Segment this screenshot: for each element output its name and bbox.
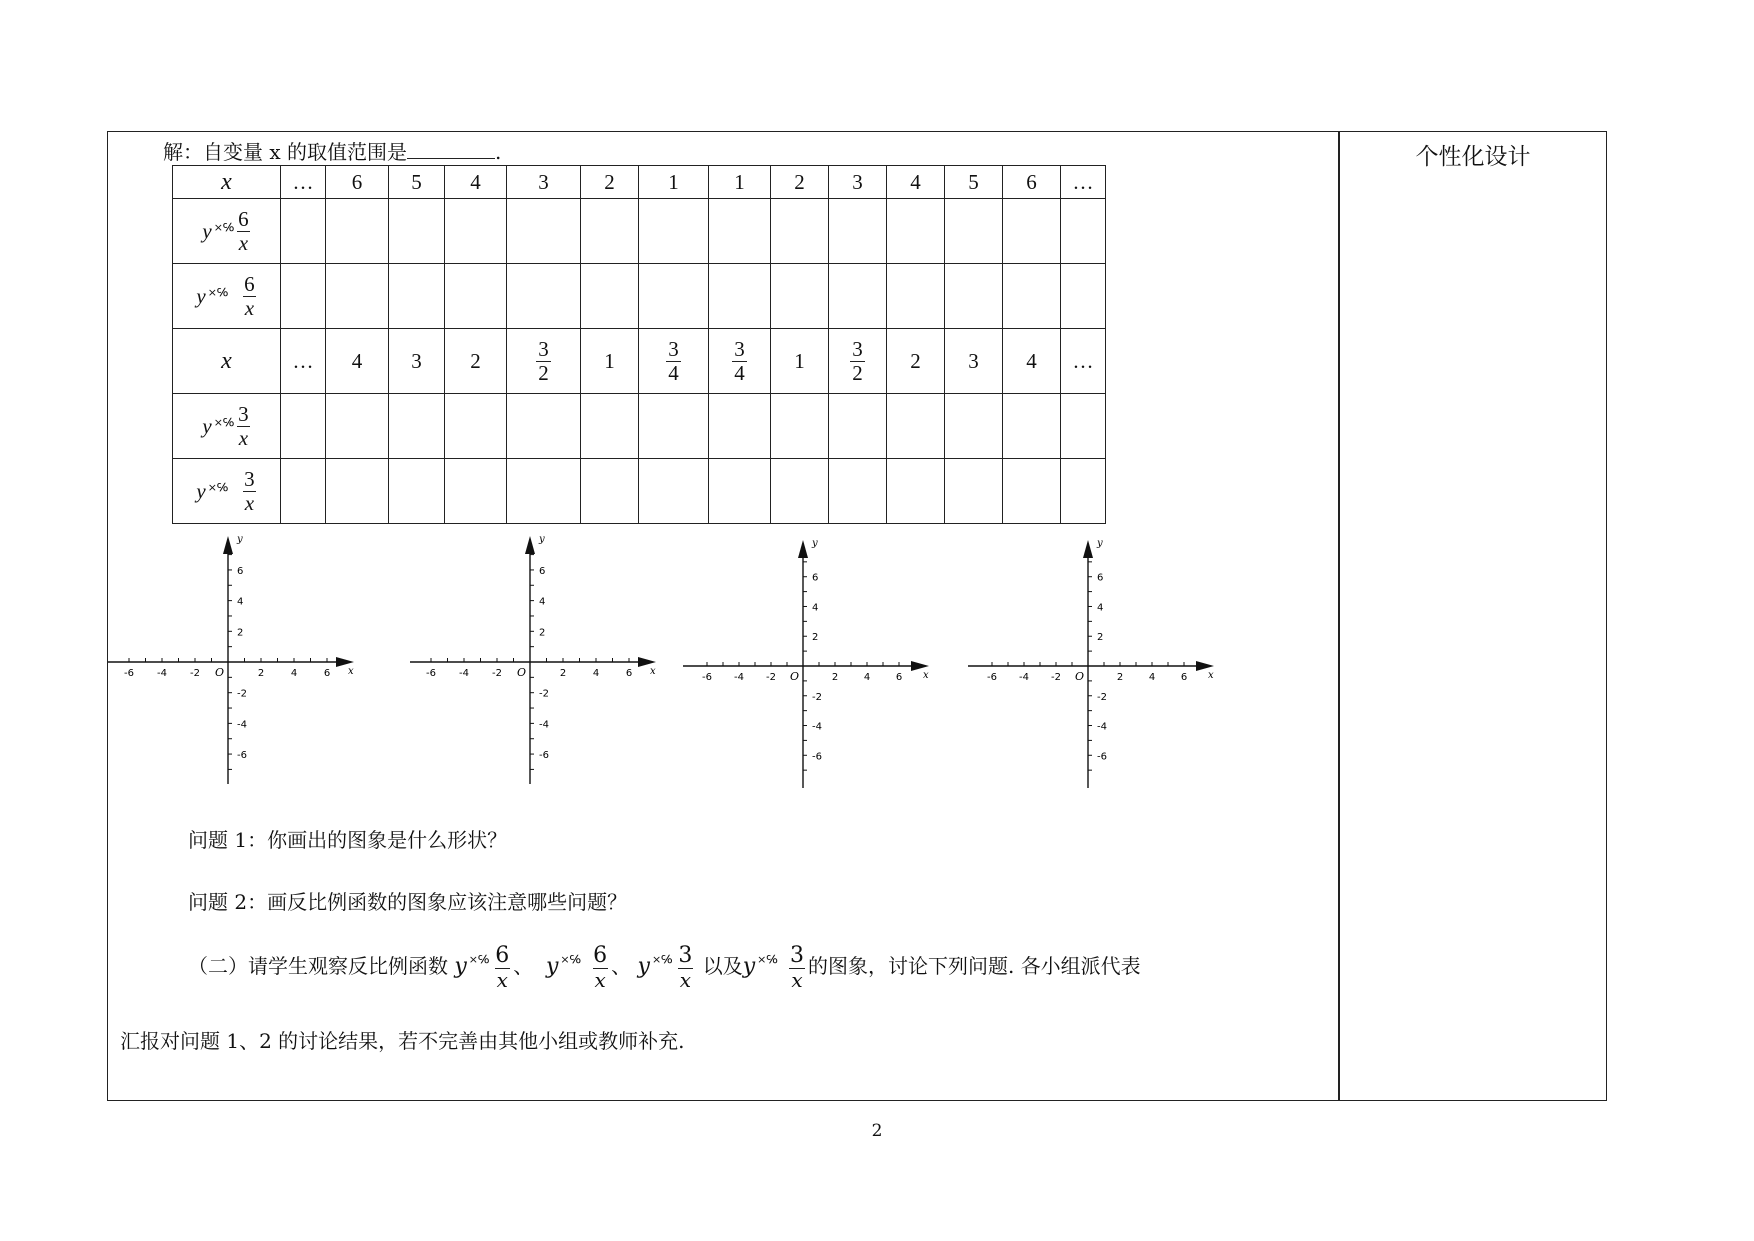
y-neg6-over-x-row — [173, 264, 1106, 329]
empty-answer-cell[interactable] — [1061, 394, 1106, 459]
x-value-cell: $\frac{3}{2}$ — [507, 329, 581, 394]
domain-answer-text: 解：自变量 x 的取值范围是 — [163, 140, 407, 164]
empty-answer-cell[interactable] — [1003, 459, 1061, 524]
question-2: 问题 2：画反比例函数的图象应该注意哪些问题？ — [188, 890, 628, 914]
x-value-cell: 1 — [771, 329, 829, 394]
x-value-cell: 2 — [771, 166, 829, 199]
x-tick-label: -4 — [157, 668, 167, 679]
x-values-row-1 — [173, 166, 1106, 199]
x-tick-label: 2 — [831, 672, 839, 683]
origin-label: O — [517, 666, 527, 679]
coordinate-grid-1[interactable] — [108, 532, 358, 792]
x-value-cell: 2 — [887, 329, 945, 394]
y-tick-label: -4 — [812, 721, 822, 733]
x-tick-label: 2 — [559, 668, 567, 679]
empty-answer-cell[interactable] — [709, 459, 771, 524]
x-value-cell: … — [1061, 166, 1106, 199]
empty-answer-cell[interactable] — [887, 264, 945, 329]
x-tick-label: 2 — [257, 668, 265, 679]
x-tick-label: 6 — [895, 672, 903, 683]
x-value-cell: 5 — [389, 166, 445, 199]
x-tick-label: -4 — [734, 672, 744, 683]
x-value-cell: 4 — [445, 166, 507, 199]
x-tick-label: 4 — [592, 668, 600, 679]
empty-answer-cell[interactable] — [581, 264, 639, 329]
empty-answer-cell[interactable] — [1003, 199, 1061, 264]
x-value-cell: 3 — [389, 329, 445, 394]
empty-answer-cell[interactable] — [326, 394, 389, 459]
question-1: 问题 1：你画出的图象是什么形状？ — [188, 828, 508, 852]
empty-answer-cell[interactable] — [326, 459, 389, 524]
x-value-cell: $\frac{3}{4}$ — [639, 329, 709, 394]
y-tick-label: -4 — [237, 719, 247, 731]
empty-answer-cell[interactable] — [709, 264, 771, 329]
empty-answer-cell[interactable] — [1061, 459, 1106, 524]
empty-answer-cell[interactable] — [445, 459, 507, 524]
y-tick-label: -6 — [237, 750, 247, 762]
formula-y-neg6-over-x: y ×℅ $\frac{6}{x}$ — [545, 943, 608, 993]
y-axis-arrow-icon — [798, 540, 808, 558]
empty-answer-cell[interactable] — [281, 394, 326, 459]
formula-y-3-over-x: y ×℅ $\frac{3}{x}$ — [637, 943, 693, 993]
x-tick-label: 4 — [1148, 672, 1156, 683]
coordinate-grid-3[interactable] — [683, 536, 933, 796]
function-label-cell: y ×℅ $\frac{6}{x}$ — [173, 199, 281, 264]
y-tick-label: 6 — [237, 565, 244, 577]
empty-answer-cell[interactable] — [887, 459, 945, 524]
function-label-cell: y ×℅ $\frac{3}{x}$ — [173, 459, 281, 524]
y-tick-label: 4 — [812, 602, 819, 614]
y-tick-label: -6 — [812, 751, 822, 763]
empty-answer-cell[interactable] — [709, 199, 771, 264]
y-3-over-x-row — [173, 394, 1106, 459]
formula-y-6-over-x: y ×℅ $\frac{6}{x}$ — [454, 943, 510, 993]
empty-answer-cell[interactable] — [639, 394, 709, 459]
x-value-cell: 5 — [945, 166, 1003, 199]
coordinate-grid-2[interactable] — [410, 532, 660, 792]
empty-answer-cell[interactable] — [639, 199, 709, 264]
empty-answer-cell[interactable] — [887, 394, 945, 459]
x-axis-label: x — [650, 666, 656, 677]
empty-answer-cell[interactable] — [445, 199, 507, 264]
empty-answer-cell[interactable] — [281, 199, 326, 264]
empty-answer-cell[interactable] — [1061, 199, 1106, 264]
domain-answer-line: 解：自变量 x 的取值范围是 . — [163, 140, 502, 164]
empty-answer-cell[interactable] — [829, 459, 887, 524]
y-tick-label: 2 — [539, 627, 546, 639]
x-tick-label: -6 — [426, 668, 436, 679]
x-tick-label: -2 — [766, 672, 776, 683]
empty-answer-cell[interactable] — [326, 199, 389, 264]
x-value-cell: 3 — [945, 329, 1003, 394]
y-tick-label: 6 — [812, 572, 819, 584]
y-tick-label: 6 — [539, 565, 546, 577]
worksheet-frame — [107, 131, 1607, 1101]
y-tick-label: 2 — [1097, 632, 1104, 644]
x-tick-label: -4 — [459, 668, 469, 679]
x-value-cell: 2 — [445, 329, 507, 394]
y-tick-label: 6 — [1097, 572, 1104, 584]
empty-answer-cell[interactable] — [445, 264, 507, 329]
empty-answer-cell[interactable] — [639, 264, 709, 329]
function-label-cell: y ×℅ $\frac{3}{x}$ — [173, 394, 281, 459]
empty-answer-cell[interactable] — [389, 459, 445, 524]
x-value-cell: 4 — [1003, 329, 1061, 394]
answer-blank[interactable] — [407, 138, 495, 159]
y-axis-arrow-icon — [1083, 540, 1093, 558]
x-value-cell: $\frac{3}{4}$ — [709, 329, 771, 394]
x-value-cell: 1 — [639, 166, 709, 199]
y-axis-arrow-icon — [525, 536, 535, 554]
x-tick-label: 6 — [1180, 672, 1188, 683]
empty-answer-cell[interactable] — [389, 264, 445, 329]
y-tick-label: -4 — [539, 719, 549, 731]
x-value-cell: 3 — [829, 166, 887, 199]
y-tick-label: -6 — [539, 750, 549, 762]
function-label-cell: y ×℅ $\frac{6}{x}$ — [173, 264, 281, 329]
origin-label: O — [790, 670, 800, 683]
empty-answer-cell[interactable] — [326, 264, 389, 329]
empty-answer-cell[interactable] — [507, 394, 581, 459]
x-tick-label: -6 — [702, 672, 712, 683]
x-value-cell: 3 — [507, 166, 581, 199]
x-tick-label: -2 — [492, 668, 502, 679]
empty-answer-cell[interactable] — [507, 459, 581, 524]
y-tick-label: 4 — [539, 596, 546, 608]
y-tick-label: -6 — [1097, 751, 1107, 763]
empty-answer-cell[interactable] — [771, 264, 829, 329]
empty-answer-cell[interactable] — [1061, 264, 1106, 329]
coordinate-grids — [108, 532, 1338, 792]
x-value-cell: … — [1061, 329, 1106, 394]
y-tick-label: -2 — [812, 691, 822, 703]
empty-answer-cell[interactable] — [945, 199, 1003, 264]
x-label-cell: x — [173, 329, 281, 394]
x-axis-label: x — [923, 670, 929, 681]
empty-answer-cell[interactable] — [829, 264, 887, 329]
empty-answer-cell[interactable] — [1003, 264, 1061, 329]
empty-answer-cell[interactable] — [581, 394, 639, 459]
empty-answer-cell[interactable] — [389, 394, 445, 459]
empty-answer-cell[interactable] — [945, 459, 1003, 524]
x-value-cell: 6 — [1003, 166, 1061, 199]
x-tick-label: 6 — [625, 668, 633, 679]
x-values-row-2 — [173, 329, 1106, 394]
x-tick-label: 6 — [323, 668, 331, 679]
x-tick-label: -4 — [1019, 672, 1029, 683]
x-value-cell: 1 — [581, 329, 639, 394]
empty-answer-cell[interactable] — [281, 459, 326, 524]
origin-label: O — [1075, 670, 1085, 683]
empty-answer-cell[interactable] — [771, 459, 829, 524]
x-value-cell: … — [281, 166, 326, 199]
x-label-cell: x — [173, 166, 281, 199]
x-tick-label: 2 — [1116, 672, 1124, 683]
empty-answer-cell[interactable] — [771, 199, 829, 264]
y-tick-label: -2 — [237, 688, 247, 700]
empty-answer-cell[interactable] — [581, 459, 639, 524]
formula-y-neg3-over-x: y ×℅ $\frac{3}{x}$ — [742, 943, 804, 993]
y-tick-label: 2 — [812, 632, 819, 644]
y-axis-arrow-icon — [223, 536, 233, 554]
x-value-cell: 2 — [581, 166, 639, 199]
x-value-cell: 4 — [326, 329, 389, 394]
x-axis-label: x — [348, 666, 354, 677]
x-axis-label: x — [1208, 670, 1214, 681]
empty-answer-cell[interactable] — [945, 394, 1003, 459]
x-tick-label: -6 — [124, 668, 134, 679]
y-axis-label: y — [539, 534, 545, 545]
y-6-over-x-row — [173, 199, 1106, 264]
empty-answer-cell[interactable] — [507, 264, 581, 329]
column-divider — [1338, 132, 1340, 1100]
y-tick-label: 2 — [237, 627, 244, 639]
empty-answer-cell[interactable] — [709, 394, 771, 459]
x-value-cell: 4 — [887, 166, 945, 199]
x-tick-label: -6 — [987, 672, 997, 683]
y-axis-label: y — [1097, 538, 1103, 549]
x-tick-label: -2 — [190, 668, 200, 679]
coordinate-grid-4[interactable] — [968, 536, 1218, 796]
y-axis-label: y — [237, 534, 243, 545]
y-tick-label: -2 — [1097, 691, 1107, 703]
empty-answer-cell[interactable] — [281, 264, 326, 329]
empty-answer-cell[interactable] — [887, 199, 945, 264]
y-axis-label: y — [812, 538, 818, 549]
origin-label: O — [215, 666, 225, 679]
y-tick-label: 4 — [1097, 602, 1104, 614]
x-tick-label: -2 — [1051, 672, 1061, 683]
empty-answer-cell[interactable] — [829, 199, 887, 264]
x-tick-label: 4 — [863, 672, 871, 683]
discussion-paragraph: （二）请学生观察反比例函数 y ×℅ $\frac{6}{x}$ 、 y ×℅ $\frac{6}{x}$ 、 y ×℅ $\frac{3}{x}$ 以及y ×℅ $\frac{3}{x}$ 的图象，讨论下列问题. 各小组派代表 — [188, 943, 1141, 993]
x-value-cell: $\frac{3}{2}$ — [829, 329, 887, 394]
x-value-cell: … — [281, 329, 326, 394]
personalized-design-heading: 个性化设计 — [1415, 144, 1531, 170]
empty-answer-cell[interactable] — [445, 394, 507, 459]
x-value-cell: 6 — [326, 166, 389, 199]
empty-answer-cell[interactable] — [389, 199, 445, 264]
empty-answer-cell[interactable] — [507, 199, 581, 264]
y-tick-label: 4 — [237, 596, 244, 608]
value-table — [172, 165, 1106, 524]
discussion-paragraph-line-2: 汇报对问题 1、2 的讨论结果，若不完善由其他小组或教师补充. — [120, 1029, 685, 1053]
empty-answer-cell[interactable] — [639, 459, 709, 524]
empty-answer-cell[interactable] — [771, 394, 829, 459]
page-number: 2 — [871, 1121, 883, 1141]
y-tick-label: -4 — [1097, 721, 1107, 733]
empty-answer-cell[interactable] — [945, 264, 1003, 329]
x-tick-label: 4 — [290, 668, 298, 679]
x-value-cell: 1 — [709, 166, 771, 199]
empty-answer-cell[interactable] — [581, 199, 639, 264]
y-tick-label: -2 — [539, 688, 549, 700]
empty-answer-cell[interactable] — [1003, 394, 1061, 459]
y-neg3-over-x-row — [173, 459, 1106, 524]
empty-answer-cell[interactable] — [829, 394, 887, 459]
